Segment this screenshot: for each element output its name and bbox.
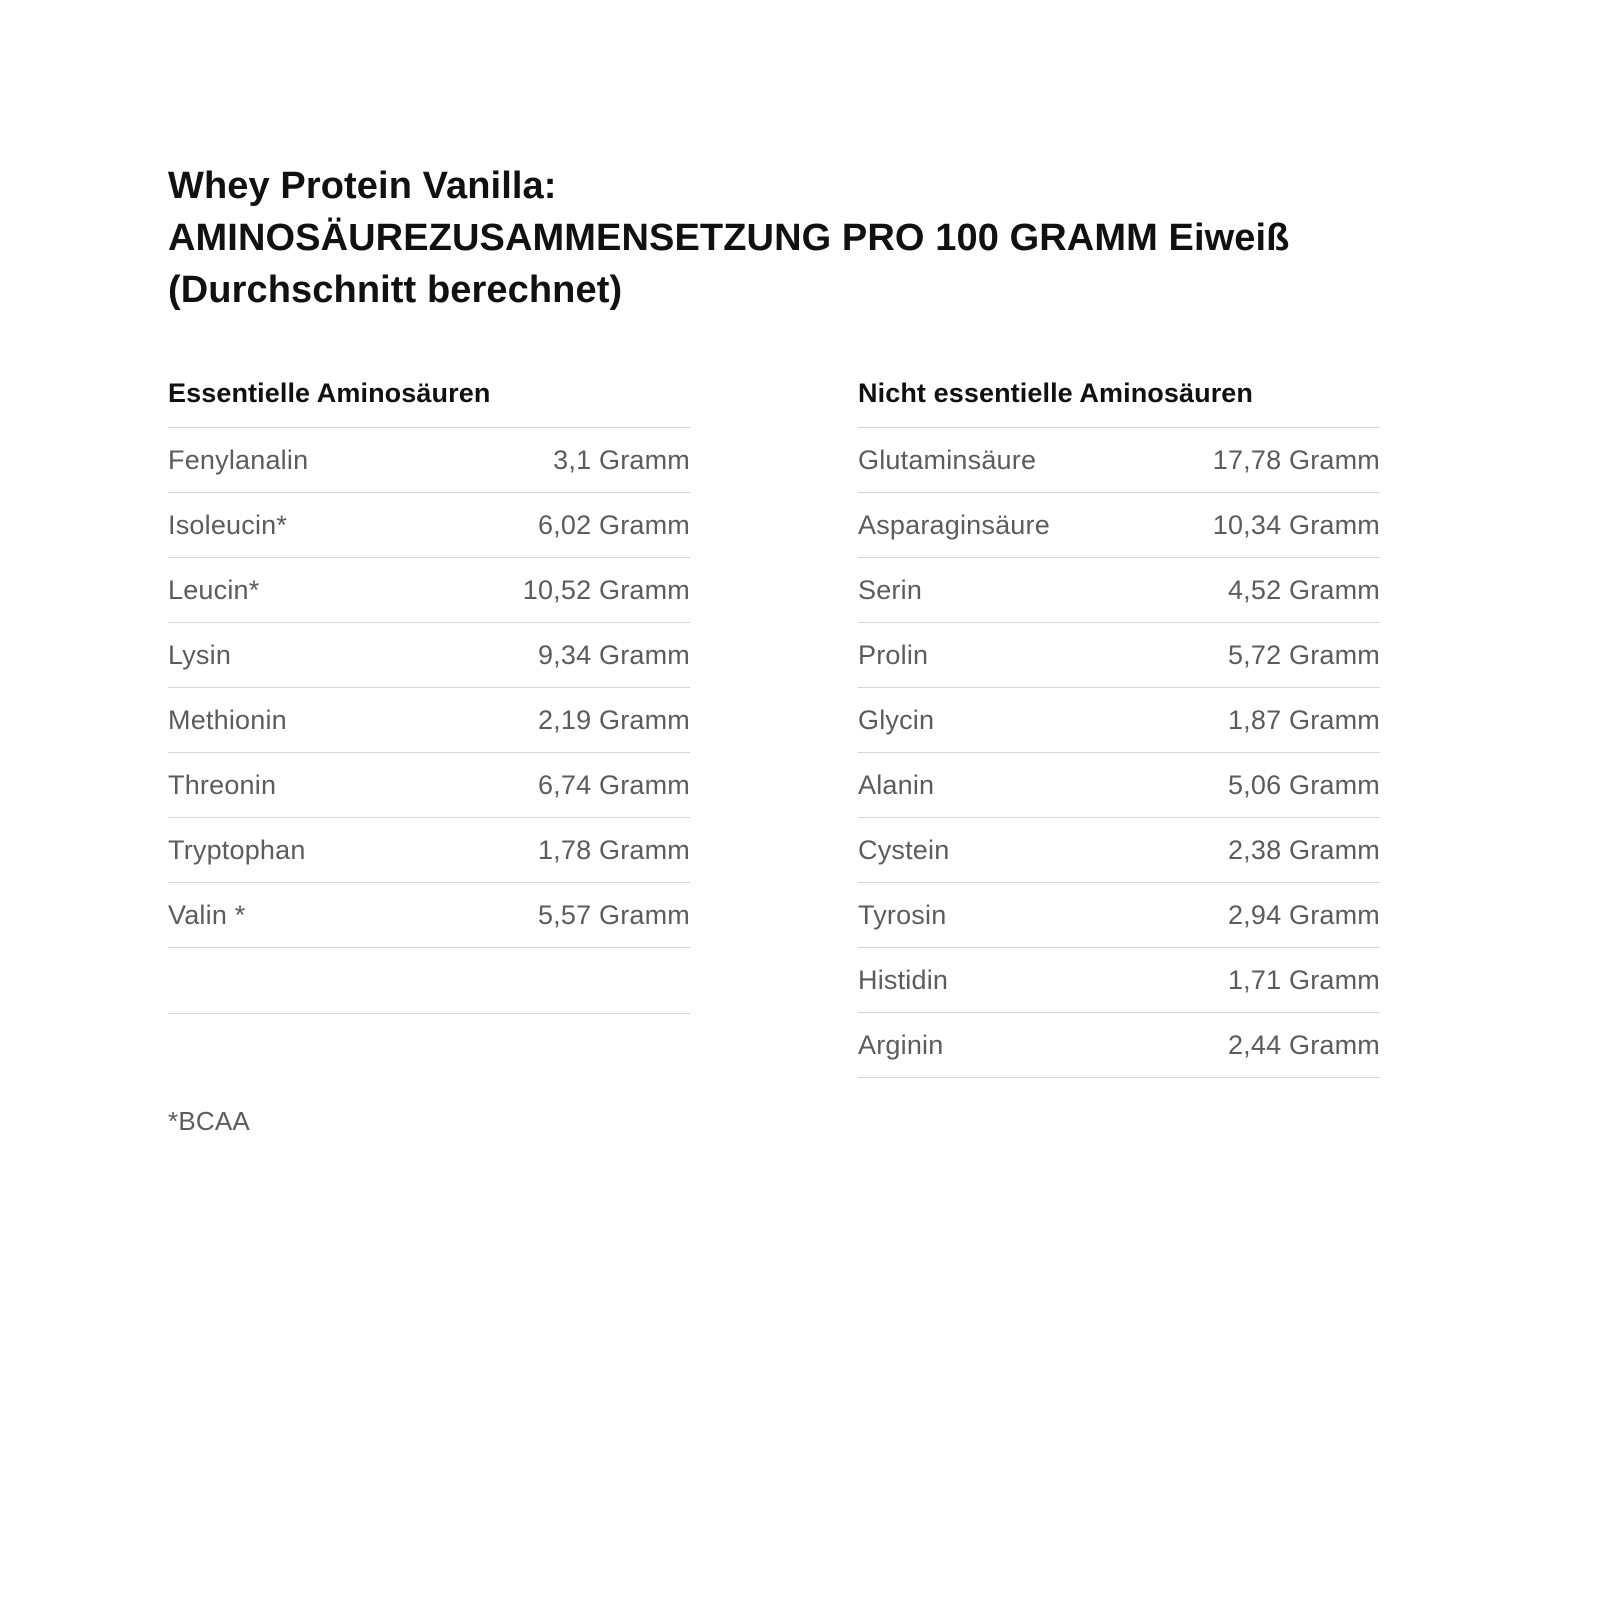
- page-title-line-2: AMINOSÄUREZUSAMMENSETZUNG PRO 100 GRAMM Eiweiß: [168, 217, 1290, 259]
- table-row: [168, 557, 690, 622]
- nonessential-table-rows: [858, 427, 1380, 1078]
- amino-acid-name: Serin: [858, 575, 923, 605]
- amino-acid-name: Alanin: [858, 770, 935, 800]
- amino-acid-value: 1,87 Gramm: [1227, 705, 1380, 735]
- essential-amino-acids-table: [168, 378, 774, 1078]
- amino-acid-name: Leucin*: [168, 575, 260, 605]
- table-row: [168, 687, 690, 752]
- amino-acid-value: 3,1 Gramm: [553, 445, 690, 475]
- table-row: [858, 492, 1380, 557]
- table-row: [168, 622, 690, 687]
- amino-acid-name: Tyrosin: [858, 900, 947, 930]
- amino-acid-name: Arginin: [858, 1030, 944, 1060]
- amino-acid-name: Methionin: [168, 705, 287, 735]
- table-row-empty: [168, 947, 690, 1014]
- table-row: [168, 492, 690, 557]
- amino-acid-name: Cystein: [858, 835, 950, 865]
- amino-acid-name: Histidin: [858, 965, 949, 995]
- amino-acid-name: Glycin: [858, 705, 935, 735]
- table-row: [168, 882, 690, 947]
- amino-acid-name: Threonin: [168, 770, 277, 800]
- table-row: [858, 557, 1380, 622]
- essential-table-header: Essentielle Aminosäuren: [168, 378, 491, 408]
- table-row: [168, 752, 690, 817]
- table-row: [858, 817, 1380, 882]
- amino-acid-value: 6,02 Gramm: [537, 510, 690, 540]
- amino-acid-value: 17,78 Gramm: [1212, 445, 1380, 475]
- amino-acid-value: 2,94 Gramm: [1227, 900, 1380, 930]
- amino-acid-value: 6,74 Gramm: [537, 770, 690, 800]
- page-title: [168, 160, 1428, 316]
- amino-acid-value: 2,38 Gramm: [1227, 835, 1380, 865]
- essential-table-rows: [168, 427, 690, 1014]
- amino-acid-value: 10,34 Gramm: [1212, 510, 1380, 540]
- amino-acid-value: 5,06 Gramm: [1227, 770, 1380, 800]
- amino-acid-value: 5,72 Gramm: [1227, 640, 1380, 670]
- amino-acid-value: 10,52 Gramm: [522, 575, 690, 605]
- table-row: [858, 1012, 1380, 1078]
- amino-acid-value: 2,44 Gramm: [1227, 1030, 1380, 1060]
- table-row: [858, 947, 1380, 1012]
- nonessential-amino-acids-table: [774, 378, 1380, 1078]
- footnote-bcaa: *BCAA: [168, 1106, 250, 1136]
- page-title-line-3: (Durchschnitt berechnet): [168, 269, 623, 311]
- amino-acid-name: Glutaminsäure: [858, 445, 1037, 475]
- amino-acid-name: Isoleucin*: [168, 510, 288, 540]
- table-row: [168, 817, 690, 882]
- table-row: [858, 622, 1380, 687]
- amino-acid-value: 4,52 Gramm: [1227, 575, 1380, 605]
- amino-acid-name: Prolin: [858, 640, 929, 670]
- amino-acid-name: Tryptophan: [168, 835, 306, 865]
- amino-acid-name: Asparaginsäure: [858, 510, 1050, 540]
- table-row: [168, 427, 690, 492]
- amino-acid-value: 1,78 Gramm: [537, 835, 690, 865]
- table-row: [858, 427, 1380, 492]
- amino-acid-value: 1,71 Gramm: [1227, 965, 1380, 995]
- amino-acid-name: Lysin: [168, 640, 232, 670]
- amino-acid-value: 2,19 Gramm: [537, 705, 690, 735]
- nonessential-table-header: Nicht essentielle Aminosäuren: [858, 378, 1254, 408]
- amino-acid-tables: [168, 378, 1380, 1078]
- amino-acid-name: Valin *: [168, 900, 246, 930]
- page-title-line-1: Whey Protein Vanilla:: [168, 165, 557, 207]
- table-row: [858, 752, 1380, 817]
- amino-acid-name: Fenylanalin: [168, 445, 309, 475]
- table-row: [858, 882, 1380, 947]
- table-row: [858, 687, 1380, 752]
- amino-acid-value: 5,57 Gramm: [537, 900, 690, 930]
- amino-acid-value: 9,34 Gramm: [537, 640, 690, 670]
